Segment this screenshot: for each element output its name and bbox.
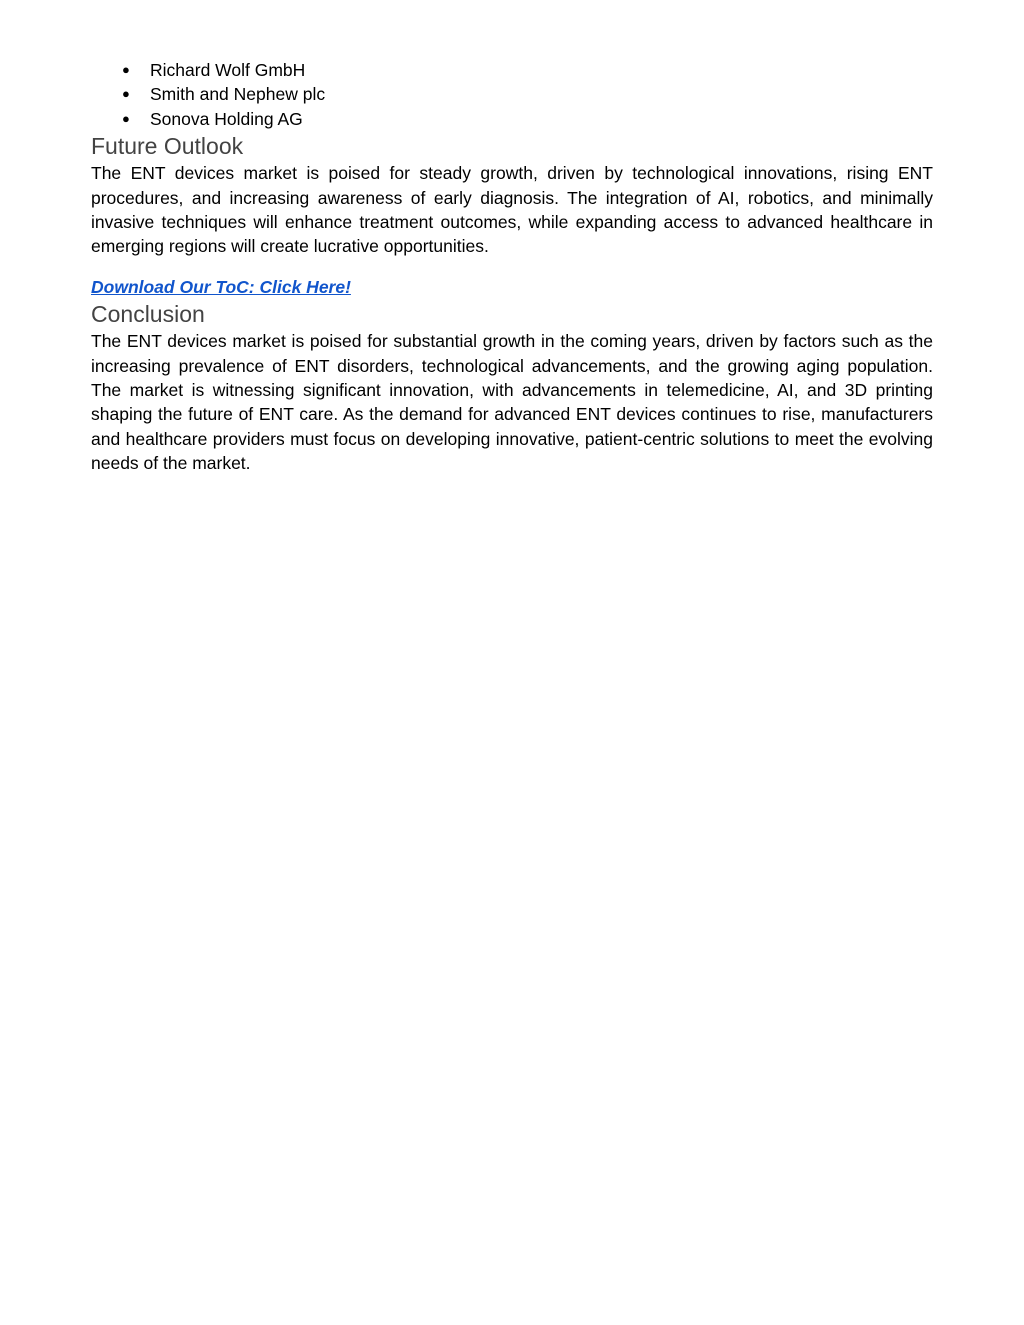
toc-link-line: [91, 275, 933, 299]
conclusion-heading: Conclusion: [91, 301, 205, 328]
company-name: Richard Wolf GmbH: [150, 60, 306, 80]
bullet-icon: ●: [122, 86, 130, 102]
download-toc-link[interactable]: Download Our ToC: Click Here!: [91, 276, 351, 297]
document-page: [91, 58, 933, 476]
future-outlook-paragraph: The ENT devices market is poised for steady growth, driven by technological innovations, rising ENT procedures, and increasing awareness of early diagnosis. The integration of AI, robotics, and minimally invasive techniques will enhance treatment outcomes, while expanding access to advanced healthcare in emerging regions will create lucrative opportunities.: [91, 163, 933, 257]
company-name: Smith and Nephew plc: [150, 84, 326, 105]
list-item: [91, 58, 933, 82]
list-item: [91, 82, 933, 106]
bullet-icon: ●: [122, 62, 130, 77]
conclusion-paragraph: The ENT devices market is poised for substantial growth in the coming years, driven by factors such as the increasing prevalence of ENT disorders, technological advancements, and the growing aging population. The market is witnessing significant innovation, with advancements in telemedicine, AI, and 3D printing shaping the future of ENT care. As the demand for advanced ENT devices continues to rise, manufacturers and healthcare providers must focus on developing innovative, patient-centric solutions to meet the evolving needs of the market.: [91, 331, 933, 474]
list-item: [91, 107, 933, 131]
bullet-icon: ●: [122, 110, 130, 126]
company-list: [91, 58, 933, 131]
company-name: Sonova Holding AG: [150, 108, 303, 129]
future-outlook-heading: Future Outlook: [91, 133, 244, 160]
